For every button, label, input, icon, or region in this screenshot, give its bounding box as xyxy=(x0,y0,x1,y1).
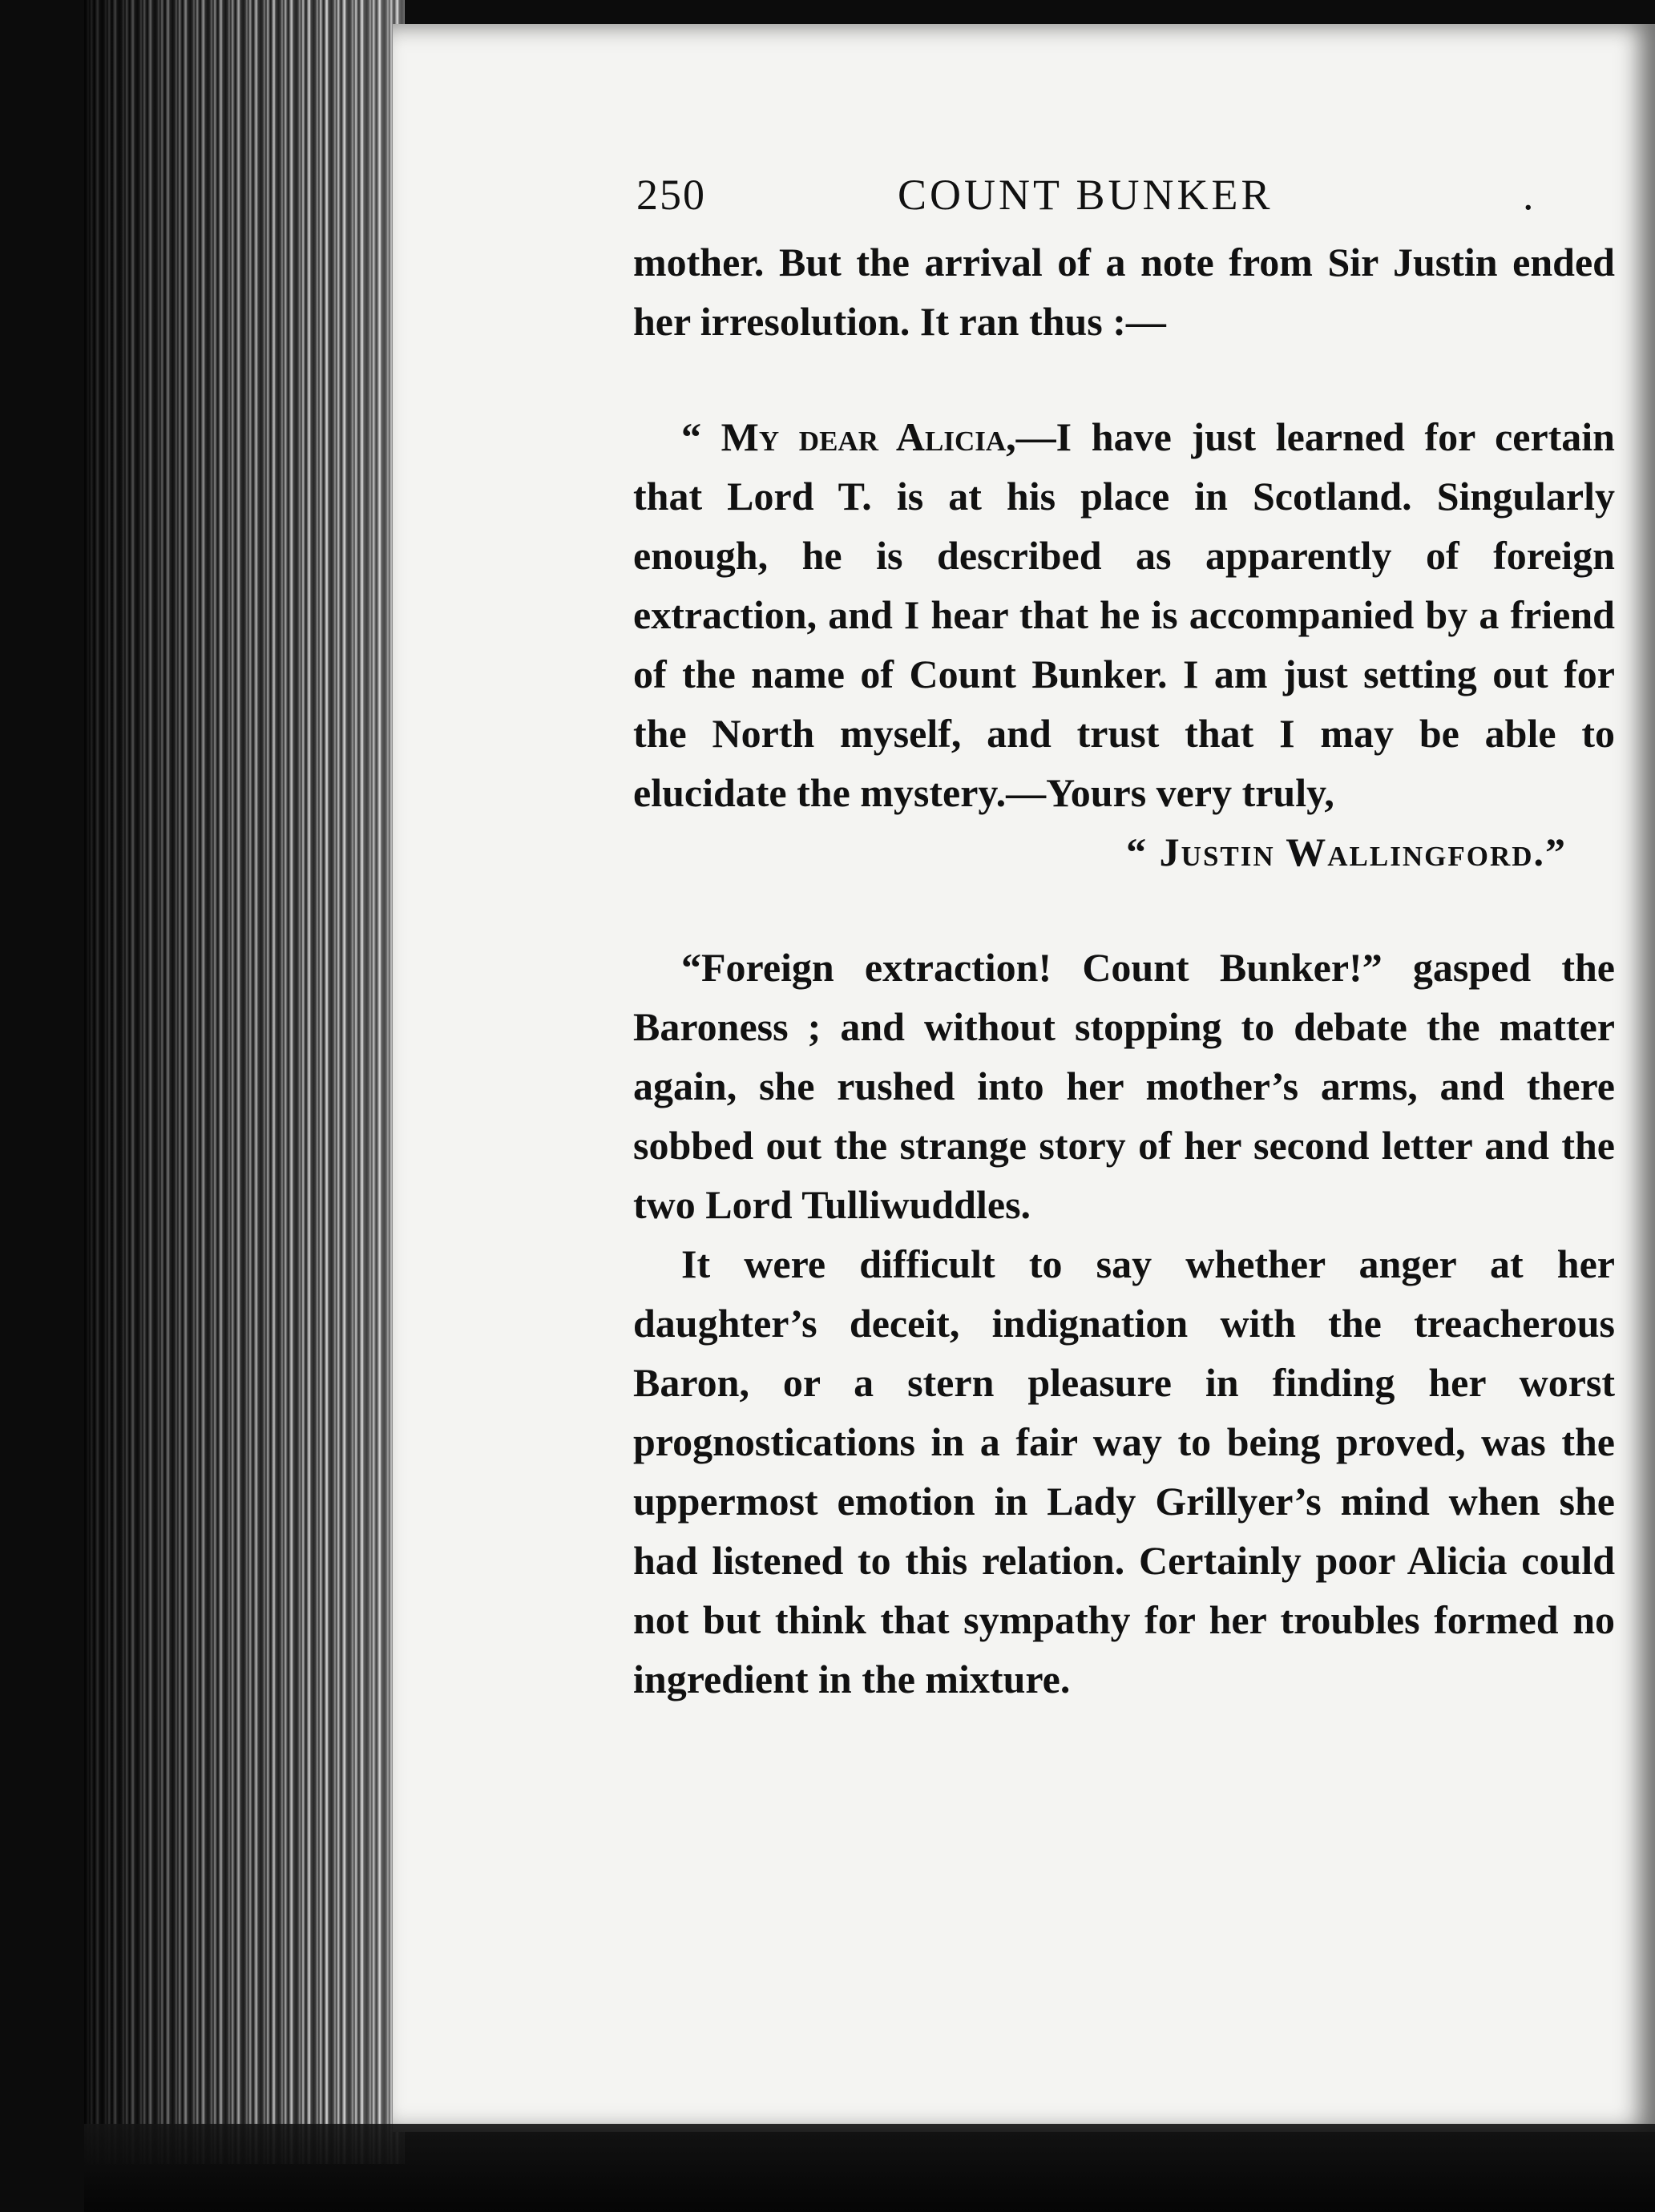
letter-salutation: “ My dear Alicia, xyxy=(681,414,1016,459)
letter-signature: “ Justin Wallingford.” xyxy=(1126,830,1567,874)
chapter-title: COUNT BUNKER xyxy=(898,171,1274,219)
bottom-shadow xyxy=(84,2124,1655,2212)
letter-paragraph xyxy=(633,407,1615,822)
text-block xyxy=(633,160,1615,1709)
paragraph-1: mother. But the arrival of a note from Sir Justin ended her irresolution. It ran thus :— xyxy=(633,240,1615,344)
page-number: 250 xyxy=(636,171,706,219)
header-dot: . xyxy=(1523,171,1536,219)
paragraph-3: It were difficult to say whether anger at her daughter’s deceit, indignation with the treacherous Baron, or a stern pleasure in finding her worst prognostications in a fair way to being proved, was the uppermost emotion in Lady Grillyer’s mind when she had listened to this relation. Certainly poor Alicia could not but think that sympathy for her troubles formed no ingredient in the mixture. xyxy=(633,1241,1615,1701)
running-head xyxy=(633,160,1615,232)
page-edges xyxy=(84,0,405,2164)
spacer xyxy=(633,882,1615,938)
letter-text: —I have just learned for certain that Lord T. is at his place in Scotland. Singularly enough, he is described as apparently of foreign extraction, and I hear that he is accompanied by a friend of the name of Count Bunker. I am just setting out for the North myself, and trust that I may be able to elucidate the mystery.—Yours very truly, xyxy=(633,414,1615,815)
paragraph-2: “Foreign extraction! Count Bunker!” gasped the Baroness ; and without stopping to debate the matter again, she rushed into her mother’s arms, and there sobbed out the strange story of her second letter and the two Lord Tulliwuddles. xyxy=(633,945,1615,1227)
spacer xyxy=(633,351,1615,407)
